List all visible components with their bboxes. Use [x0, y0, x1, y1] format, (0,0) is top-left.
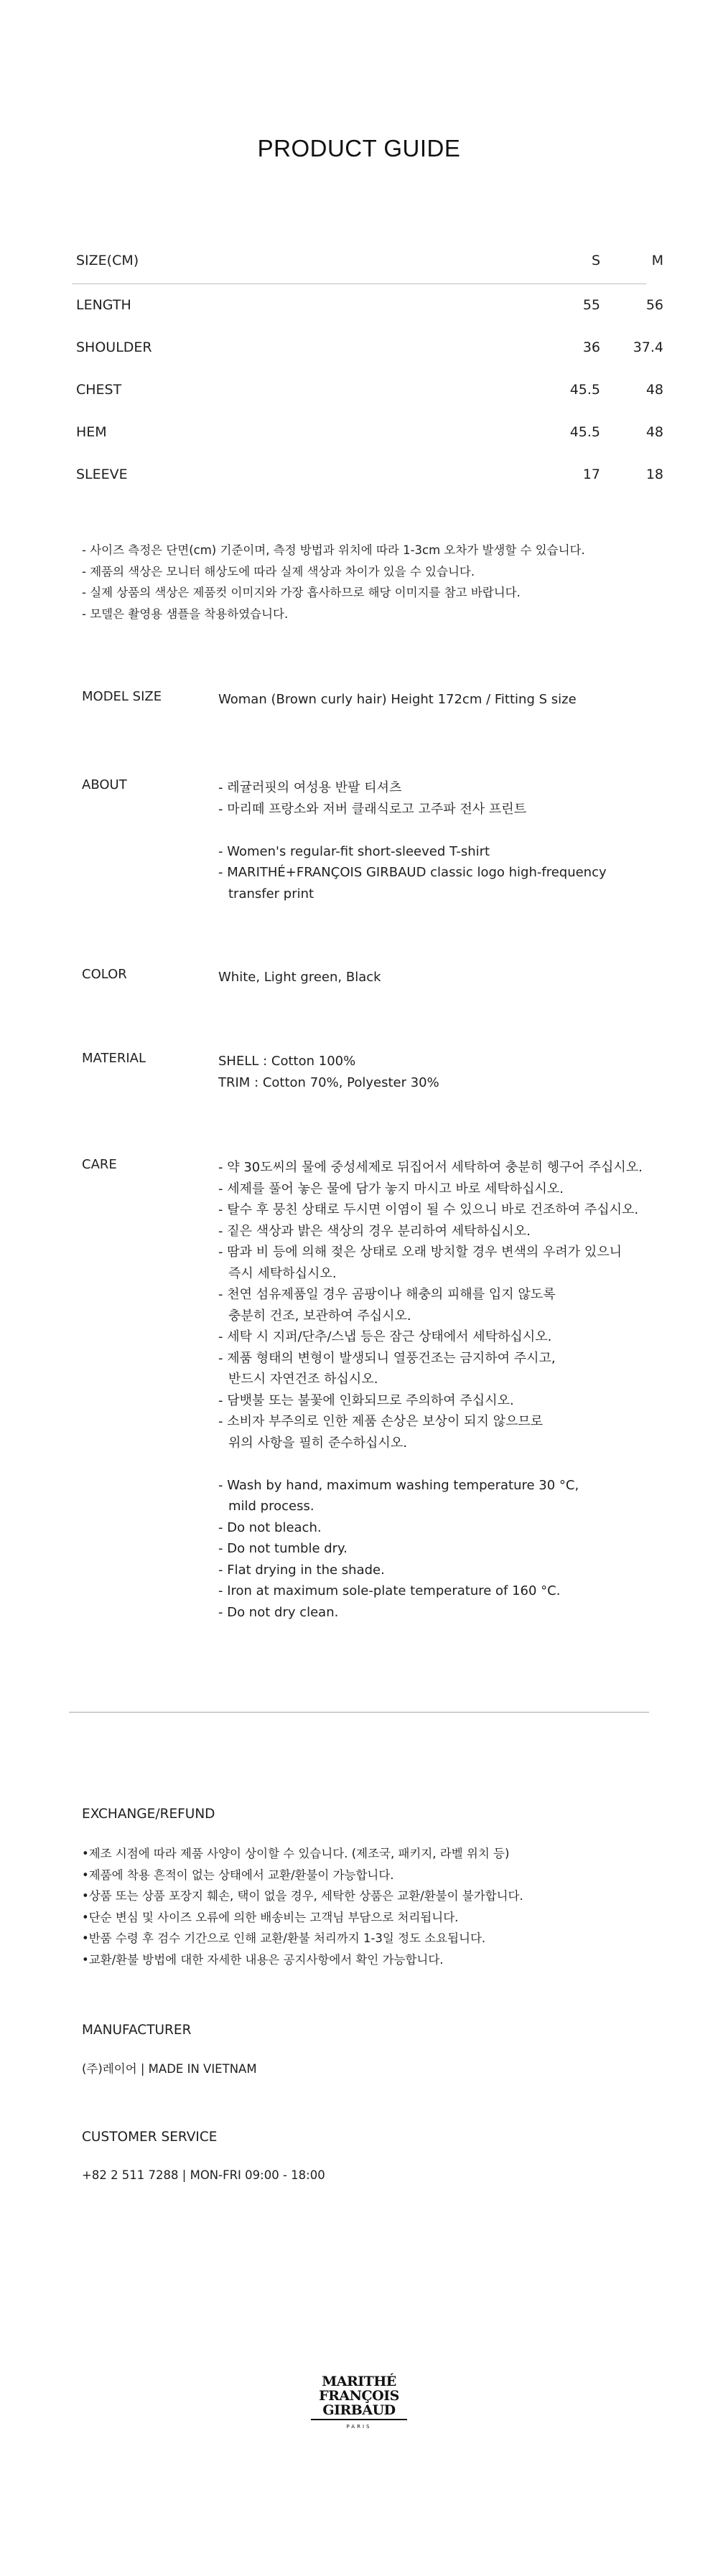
brand-logo [309, 2374, 409, 2432]
table-row [72, 284, 663, 327]
note-line: - 모델은 촬영용 샘플을 착용하였습니다. [82, 606, 289, 621]
page-title: PRODUCT GUIDE [257, 135, 461, 161]
exchange-title: EXCHANGE/REFUND [82, 1807, 215, 1822]
exchange-line: •제조 시점에 따라 제품 사양이 상이할 수 있습니다. (제조국, 패키지, 라벨 위치 등) [82, 1847, 510, 1860]
care-line: - Do not tumble dry. [218, 1541, 348, 1556]
section-divider [69, 1712, 649, 1713]
care-line: 위의 사항을 필히 준수하십시오. [228, 1435, 407, 1451]
care-line: - 짙은 색상과 밝은 색상의 경우 분리하여 세탁하십시오. [218, 1223, 531, 1239]
care-line: - Flat drying in the shade. [218, 1562, 385, 1578]
customer-service-title: CUSTOMER SERVICE [82, 2130, 218, 2145]
about-label: ABOUT [82, 777, 127, 792]
care-line: - 탈수 후 뭉친 상태로 두시면 이염이 될 수 있으니 바로 건조하여 주십시오. [218, 1202, 639, 1217]
size-header-m: M [651, 253, 663, 268]
exchange-lines [82, 1843, 523, 1970]
exchange-line: •제품에 착용 흔적이 없는 상태에서 교환/환불이 가능합니다. [82, 1868, 394, 1882]
model-size-value [218, 689, 577, 711]
care-line: 즉시 세탁하십시오. [228, 1265, 337, 1281]
material-shell: SHELL : Cotton 100% [218, 1054, 356, 1069]
logo-line-1: MARITHÉ [322, 2374, 396, 2389]
row-label: SLEEVE [76, 467, 128, 482]
logo-line-2: FRANÇOIS [319, 2388, 399, 2404]
care-line: - 약 30도씨의 물에 중성세제로 뒤집어서 세탁하여 충분히 헹구어 주십시오. [218, 1160, 643, 1175]
size-header-s: S [591, 253, 600, 268]
material-trim: TRIM : Cotton 70%, Polyester 30% [218, 1074, 439, 1090]
table-row [72, 454, 663, 496]
color-body [218, 967, 381, 988]
care-line: - 세제를 풀어 놓은 물에 담가 놓지 마시고 바로 세탁하십시오. [218, 1181, 564, 1196]
manufacturer-value [82, 2059, 257, 2080]
model-size-label: MODEL SIZE [82, 689, 162, 704]
care-line: - 천연 섬유제품일 경우 곰팡이나 해충의 피해를 입지 않도록 [218, 1287, 556, 1302]
logo-line-3: GIRBAUD [322, 2402, 396, 2418]
row-label: LENGTH [76, 297, 131, 313]
exchange-line: •반품 수령 후 검수 기간으로 인해 교환/환불 처리까지 1-3일 정도 소요됩니다. [82, 1931, 486, 1945]
note-line: - 실제 상품의 색상은 제품컷 이미지와 가장 흡사하므로 해당 이미지를 참고 바랍니다. [82, 586, 521, 599]
care-label: CARE [82, 1157, 117, 1172]
about-line: - Women's regular-fit short-sleeved T-shirt [218, 843, 490, 859]
manufacturer-text: (주)레이어 | MADE IN VIETNAM [82, 2062, 257, 2076]
row-value-s: 55 [582, 297, 600, 313]
care-line: 반드시 자연건조 하십시오. [228, 1372, 378, 1387]
table-row [72, 369, 663, 411]
size-notes [82, 540, 585, 624]
size-table [72, 244, 663, 496]
row-value-s: 36 [582, 339, 600, 355]
care-line: - Do not dry clean. [218, 1604, 339, 1620]
care-line: - Iron at maximum sole-plate temperature of 160 °C. [218, 1583, 561, 1598]
care-line: - 땀과 비 등에 의해 젖은 상태로 오래 방치할 경우 변색의 우려가 있으니 [218, 1245, 623, 1260]
care-body [218, 1157, 643, 1623]
note-line: - 제품의 색상은 모니터 해상도에 따라 실제 색상과 차이가 있을 수 있습니다. [82, 564, 475, 579]
about-line: - 레귤러핏의 여성용 반팔 티셔츠 [218, 780, 402, 795]
row-label: HEM [76, 424, 107, 440]
about-line: transfer print [228, 886, 314, 901]
row-value-m: 48 [645, 424, 663, 440]
customer-service-value [82, 2165, 325, 2186]
row-value-s: 17 [582, 467, 600, 482]
row-label: CHEST [76, 382, 122, 398]
table-row [72, 327, 663, 369]
about-line: - 마리떼 프랑소와 저버 클래식로고 고주파 전사 프린트 [218, 801, 527, 817]
material-label: MATERIAL [82, 1051, 146, 1066]
exchange-line: •단순 변심 및 사이즈 오류에 의한 배송비는 고객님 부담으로 처리됩니다. [82, 1910, 459, 1924]
row-value-s: 45.5 [569, 424, 600, 440]
model-size-text: Woman (Brown curly hair) Height 172cm / Fitting S size [218, 692, 577, 707]
table-row [72, 411, 663, 454]
care-line: - 소비자 부주의로 인한 제품 손상은 보상이 되지 않으므로 [218, 1414, 544, 1429]
row-value-m: 48 [645, 382, 663, 398]
customer-service-text: +82 2 511 7288 | MON-FRI 09:00 - 18:00 [82, 2168, 325, 2182]
row-value-s: 45.5 [569, 382, 600, 398]
material-body [218, 1051, 439, 1093]
size-table-header [72, 244, 663, 284]
care-line: 충분히 건조, 보관하여 주십시오. [228, 1308, 411, 1324]
care-line: - 세탁 시 지퍼/단추/스냅 등은 잠근 상태에서 세탁하십시오. [218, 1329, 552, 1344]
exchange-line: •교환/환불 방법에 대한 자세한 내용은 공지사항에서 확인 가능합니다. [82, 1952, 444, 1967]
manufacturer-title: MANUFACTURER [82, 2023, 192, 2038]
care-line: - 제품 형태의 변형이 발생되니 열풍건조는 금지하여 주시고, [218, 1350, 556, 1366]
note-line: - 사이즈 측정은 단면(cm) 기준이며, 측정 방법과 위치에 따라 1-3cm 오차가 발생할 수 있습니다. [82, 543, 585, 557]
about-line: - MARITHÉ+FRANÇOIS GIRBAUD classic logo high-frequency [218, 865, 607, 880]
care-line: - Wash by hand, maximum washing temperature 30 °C, [218, 1477, 579, 1493]
row-label: SHOULDER [76, 339, 152, 355]
color-label: COLOR [82, 967, 127, 982]
row-value-m: 37.4 [633, 339, 663, 355]
size-header-label: SIZE(CM) [76, 253, 139, 268]
color-value: White, Light green, Black [218, 970, 381, 985]
row-value-m: 56 [645, 297, 663, 313]
logo-rule [311, 2419, 407, 2420]
care-line: - Do not bleach. [218, 1519, 322, 1535]
logo-sub: PARIS [346, 2424, 372, 2430]
exchange-line: •상품 또는 상품 포장지 훼손, 택이 없을 경우, 세탁한 상품은 교환/환불이 불가합니다. [82, 1889, 523, 1903]
about-body [218, 777, 607, 904]
care-line: - 담뱃불 또는 불꽃에 인화되므로 주의하여 주십시오. [218, 1392, 514, 1408]
care-line: mild process. [228, 1499, 314, 1514]
row-value-m: 18 [645, 467, 663, 482]
